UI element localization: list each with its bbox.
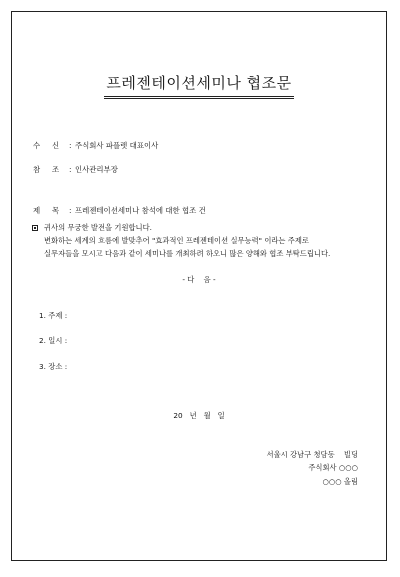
checkbox-bullet-icon bbox=[32, 225, 38, 231]
subject-value: 프레젠테이션세미나 참석에 대한 협조 건 bbox=[75, 206, 206, 215]
document-page bbox=[11, 11, 387, 561]
cc-value: 인사관리부장 bbox=[75, 165, 118, 174]
sender-company: 주식회사 ○○○ bbox=[308, 463, 358, 472]
item-topic: 1. 주제 : bbox=[39, 311, 68, 320]
date-line: 20 년 월 일 bbox=[173, 411, 225, 420]
subject-colon: : bbox=[69, 206, 72, 215]
title-block bbox=[12, 72, 386, 99]
item-datetime: 2. 일시 : bbox=[39, 336, 68, 345]
cc-colon: : bbox=[69, 165, 72, 174]
recipient-value: 주식회사 파플렛 대표이사 bbox=[75, 141, 159, 150]
subject-row bbox=[33, 205, 206, 216]
body-line-3: 실무자들을 모시고 다음과 같이 세미나를 개최하려 하오니 많은 양해와 협조 부탁드립니다. bbox=[44, 249, 331, 258]
cc-label: 참 조 bbox=[33, 165, 60, 174]
sender-address: 서울시 강남구 청담동 빌딩 bbox=[266, 450, 358, 459]
document-title: 프레젠테이션세미나 협조문 bbox=[104, 72, 293, 99]
cc-row bbox=[33, 164, 118, 175]
subject-label: 제 목 bbox=[33, 206, 60, 215]
recipient-label: 수 신 bbox=[33, 141, 60, 150]
recipient-colon: : bbox=[69, 141, 72, 150]
recipient-row bbox=[33, 140, 158, 151]
body-line-1: 귀사의 무궁한 발전을 기원합니다. bbox=[44, 223, 152, 232]
sender-signer: ○○○ 올림 bbox=[322, 477, 358, 486]
item-location: 3. 장소 : bbox=[39, 362, 68, 371]
next-marker: - 다 음 - bbox=[182, 275, 216, 284]
body-line-2: 변화하는 세계의 흐름에 발맞추어 "효과적인 프레젠테이션 실무능력" 이라는 주제로 bbox=[44, 236, 309, 245]
